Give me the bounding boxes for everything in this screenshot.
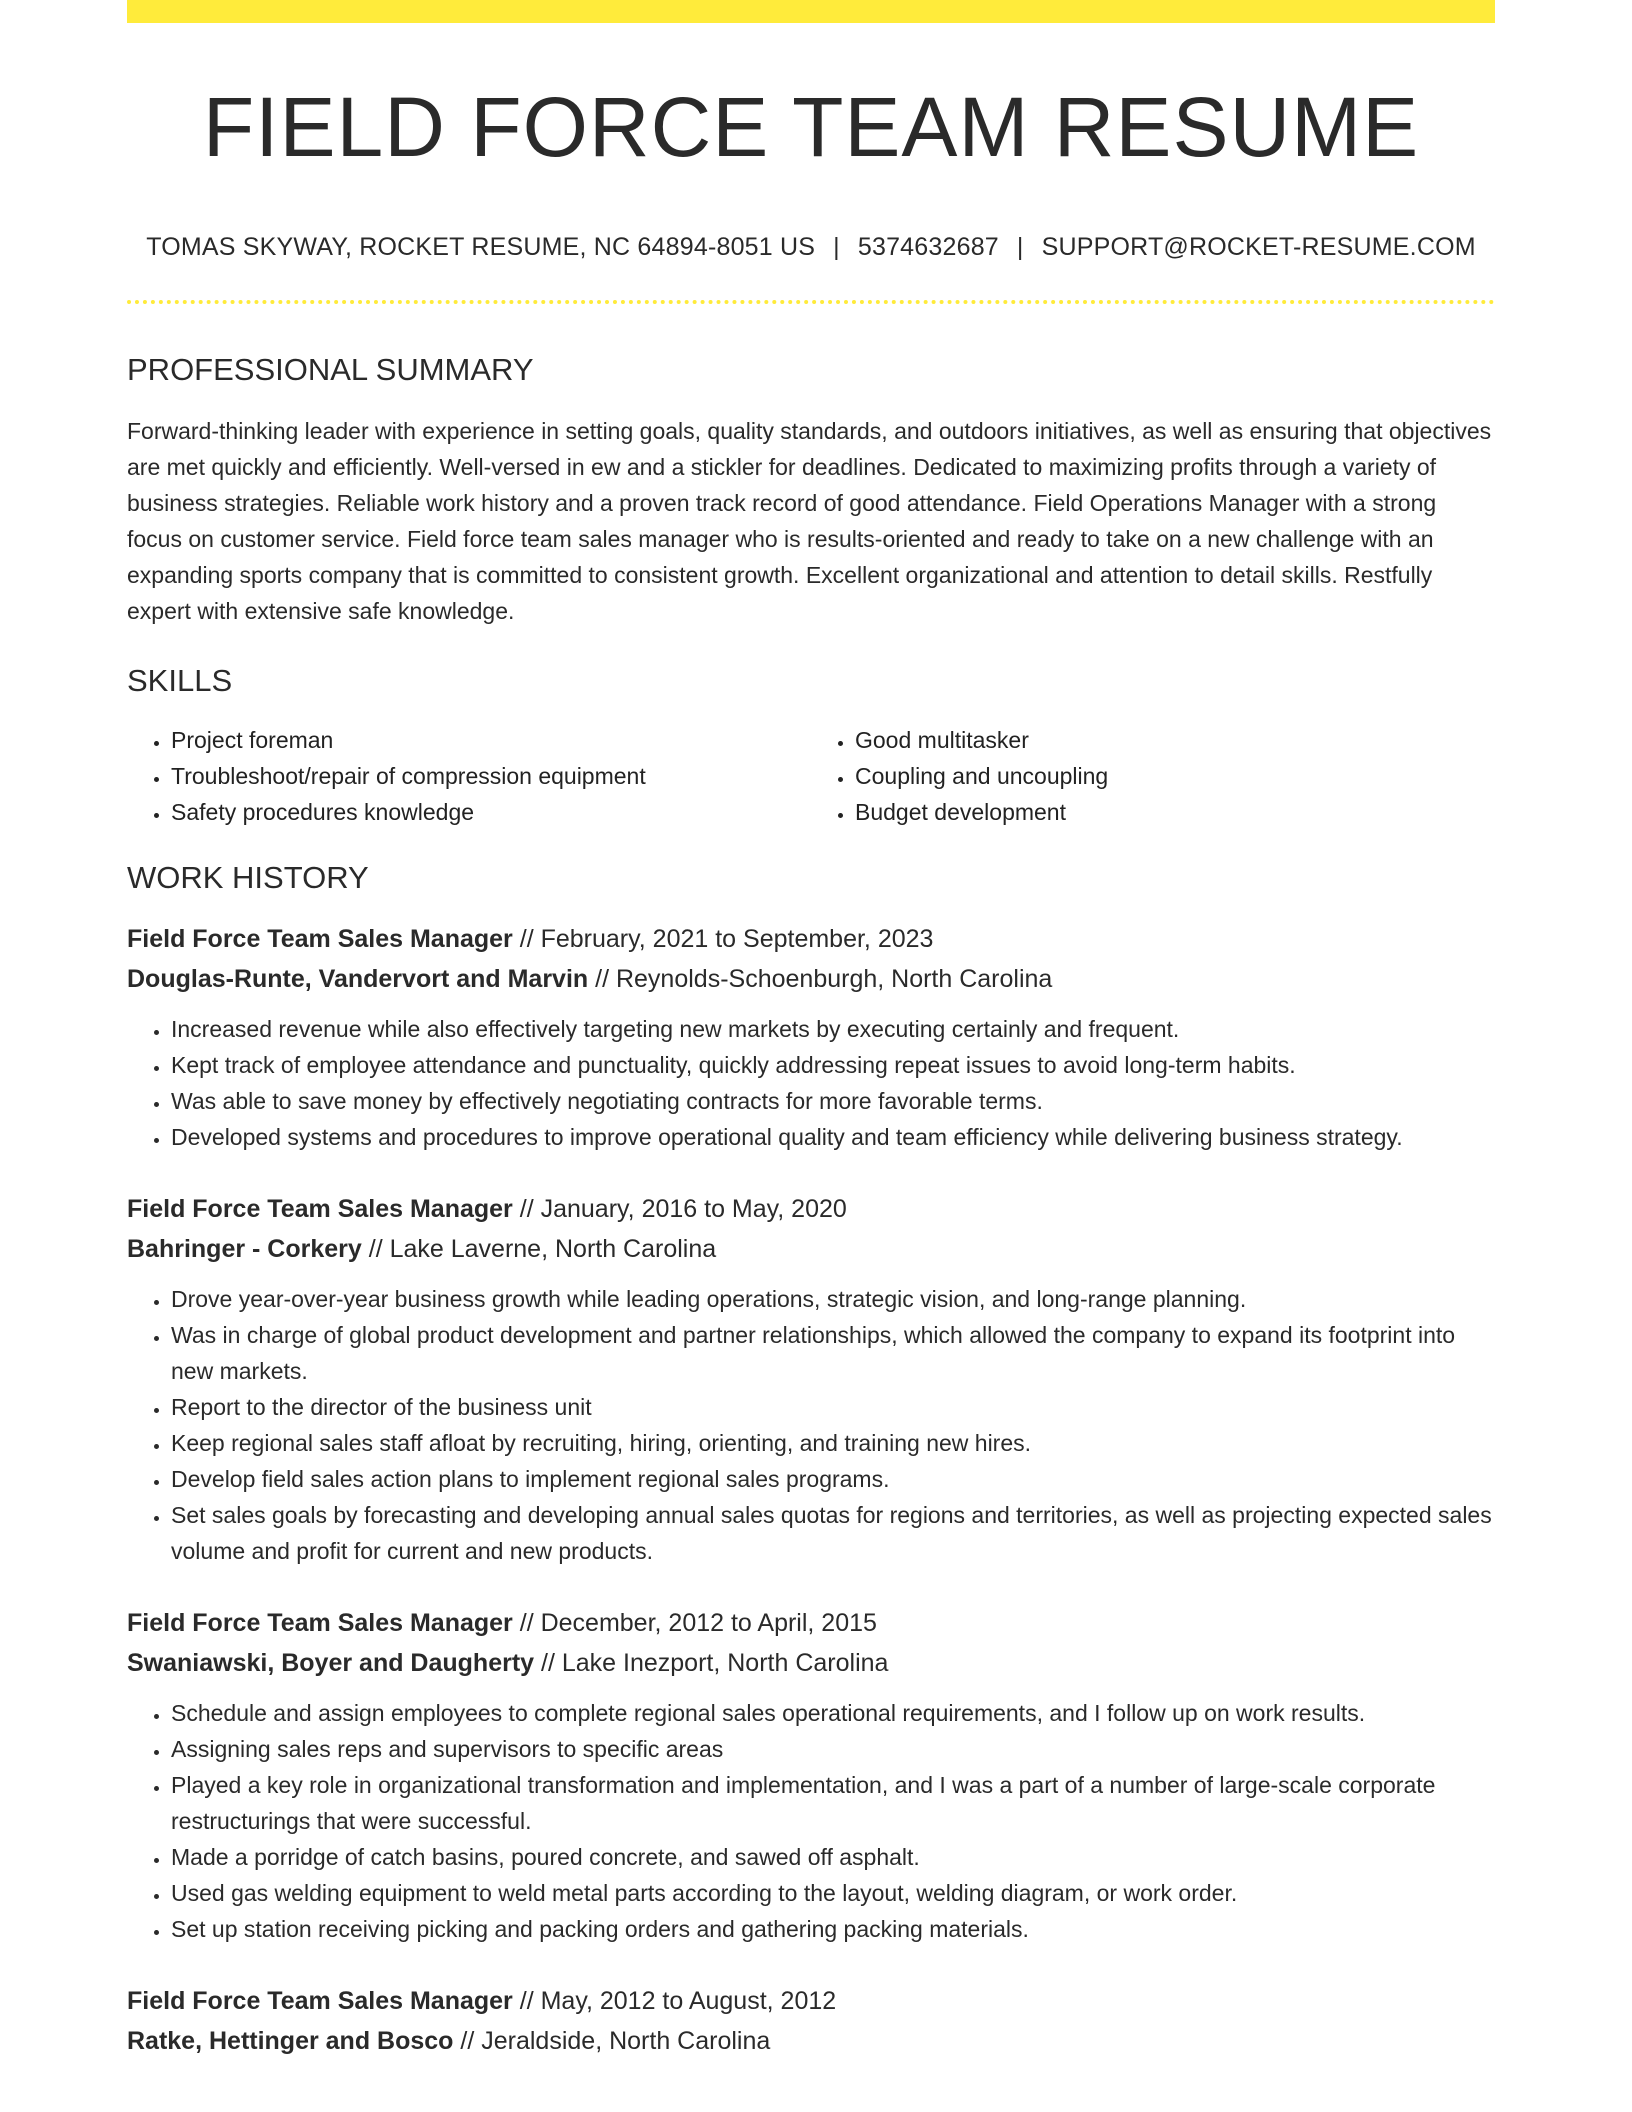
work-history-heading: WORK HISTORY bbox=[127, 860, 369, 895]
job-company: Swaniawski, Boyer and Daugherty bbox=[127, 1649, 535, 1677]
job-bullet: • Assigning sales reps and supervisors to specific areas bbox=[171, 1731, 1495, 1767]
resume-page bbox=[127, 0, 1495, 2061]
skill-item: • Good multitasker bbox=[855, 722, 1495, 758]
job-company: Douglas-Runte, Vandervort and Marvin bbox=[127, 965, 589, 993]
skill-item: • Troubleshoot/repair of compression equipment bbox=[171, 758, 811, 794]
skills-column-right bbox=[811, 722, 1495, 830]
job-bullet: • Set up station receiving picking and packing orders and gathering packing materials. bbox=[171, 1911, 1495, 1947]
job-location: // Lake Inezport, North Carolina bbox=[541, 1649, 889, 1677]
job-company: Bahringer - Corkery bbox=[127, 1235, 362, 1263]
job-title: Field Force Team Sales Manager bbox=[127, 1609, 513, 1637]
job-title-line bbox=[127, 919, 1495, 959]
job-bullet: • Used gas welding equipment to weld metal parts according to the layout, welding diagram, or work order. bbox=[171, 1875, 1495, 1911]
job-bullet: • Developed systems and procedures to improve operational quality and team efficiency while delivering business strategy. bbox=[171, 1119, 1495, 1155]
job-bullet: • Develop field sales action plans to implement regional sales programs. bbox=[171, 1461, 1495, 1497]
job-title: Field Force Team Sales Manager bbox=[127, 925, 513, 953]
job-company-line bbox=[127, 2021, 1495, 2061]
job-company-line bbox=[127, 959, 1495, 999]
job-bullet: • Schedule and assign employees to complete regional sales operational requirements, and I follow up on work results. bbox=[171, 1695, 1495, 1731]
job-dates: // January, 2016 to May, 2020 bbox=[519, 1195, 847, 1223]
job-bullet: • Keep regional sales staff afloat by recruiting, hiring, orienting, and training new hires. bbox=[171, 1425, 1495, 1461]
job-bullet: • Increased revenue while also effectively targeting new markets by executing certainly and frequent. bbox=[171, 1011, 1495, 1047]
job-bullet: • Played a key role in organizational transformation and implementation, and I was a part of a number of large-scale corporate restructurings that were successful. bbox=[171, 1767, 1495, 1839]
contact-email: SUPPORT@ROCKET-RESUME.COM bbox=[1041, 233, 1476, 261]
job-bullets bbox=[127, 1011, 1495, 1155]
skill-item: • Project foreman bbox=[171, 722, 811, 758]
contact-separator: | bbox=[1016, 233, 1024, 261]
skill-item: • Budget development bbox=[855, 794, 1495, 830]
contact-address: TOMAS SKYWAY, ROCKET RESUME, NC 64894-8051 US bbox=[146, 233, 816, 261]
skills-list bbox=[127, 722, 1495, 830]
job-dates: // December, 2012 to April, 2015 bbox=[519, 1609, 877, 1637]
job-location: // Lake Laverne, North Carolina bbox=[368, 1235, 717, 1263]
contact-line bbox=[127, 233, 1495, 262]
skill-item: • Coupling and uncoupling bbox=[855, 758, 1495, 794]
contact-separator: | bbox=[833, 233, 840, 261]
job-bullets bbox=[127, 1695, 1495, 1947]
page-title: FIELD FORCE TEAM RESUME bbox=[202, 80, 1420, 174]
job-company: Ratke, Hettinger and Bosco bbox=[127, 2027, 454, 2055]
dotted-divider bbox=[127, 300, 1495, 304]
job-title-line bbox=[127, 1981, 1495, 2021]
job-title: Field Force Team Sales Manager bbox=[127, 1195, 513, 1223]
job-company-line bbox=[127, 1229, 1495, 1269]
job-location: // Reynolds-Schoenburgh, North Carolina bbox=[595, 965, 1053, 993]
job-bullet: • Kept track of employee attendance and punctuality, quickly addressing repeat issues to avoid long-term habits. bbox=[171, 1047, 1495, 1083]
job-dates: // May, 2012 to August, 2012 bbox=[519, 1987, 837, 2015]
summary-heading: PROFESSIONAL SUMMARY bbox=[127, 352, 534, 387]
skills-heading: SKILLS bbox=[127, 663, 233, 698]
job-title: Field Force Team Sales Manager bbox=[127, 1987, 513, 2015]
job-bullet: • Set sales goals by forecasting and developing annual sales quotas for regions and territories, as well as projecting expected sales volume and profit for current and new products. bbox=[171, 1497, 1495, 1569]
skills-column-left bbox=[127, 722, 811, 830]
contact-phone: 5374632687 bbox=[857, 233, 999, 261]
summary-text: Forward-thinking leader with experience in setting goals, quality standards, and outdoors initiatives, as well as ensuring that objectives are met quickly and efficiently. Well-versed in ew and a stickler for deadlines. Dedicated to maximizing profits through a variety of business strategies. Reliable work history and a proven track record of good attendance. Field Operations Manager with a strong focus on customer service. Field force team sales manager who is results-oriented and ready to take on a new challenge with an expanding sports company that is committed to consistent growth. Excellent organizational and attention to detail skills. Restfully expert with extensive safe knowledge. bbox=[127, 418, 1492, 624]
job-entry bbox=[127, 919, 1495, 1155]
job-entry bbox=[127, 1603, 1495, 1947]
job-title-line bbox=[127, 1189, 1495, 1229]
job-bullet: • Was in charge of global product development and partner relationships, which allowed the company to expand its footprint into new markets. bbox=[171, 1317, 1495, 1389]
job-bullet: • Made a porridge of catch basins, poured concrete, and sawed off asphalt. bbox=[171, 1839, 1495, 1875]
job-entry bbox=[127, 1981, 1495, 2061]
job-bullet: • Report to the director of the business unit bbox=[171, 1389, 1495, 1425]
job-bullet: • Drove year-over-year business growth while leading operations, strategic vision, and long-range planning. bbox=[171, 1281, 1495, 1317]
job-location: // Jeraldside, North Carolina bbox=[460, 2027, 771, 2055]
job-bullets bbox=[127, 1281, 1495, 1569]
job-title-line bbox=[127, 1603, 1495, 1643]
top-accent-bar bbox=[127, 0, 1495, 23]
job-dates: // February, 2021 to September, 2023 bbox=[519, 925, 934, 953]
skill-item: • Safety procedures knowledge bbox=[171, 794, 811, 830]
job-company-line bbox=[127, 1643, 1495, 1683]
job-entry bbox=[127, 1189, 1495, 1569]
job-bullet: • Was able to save money by effectively negotiating contracts for more favorable terms. bbox=[171, 1083, 1495, 1119]
